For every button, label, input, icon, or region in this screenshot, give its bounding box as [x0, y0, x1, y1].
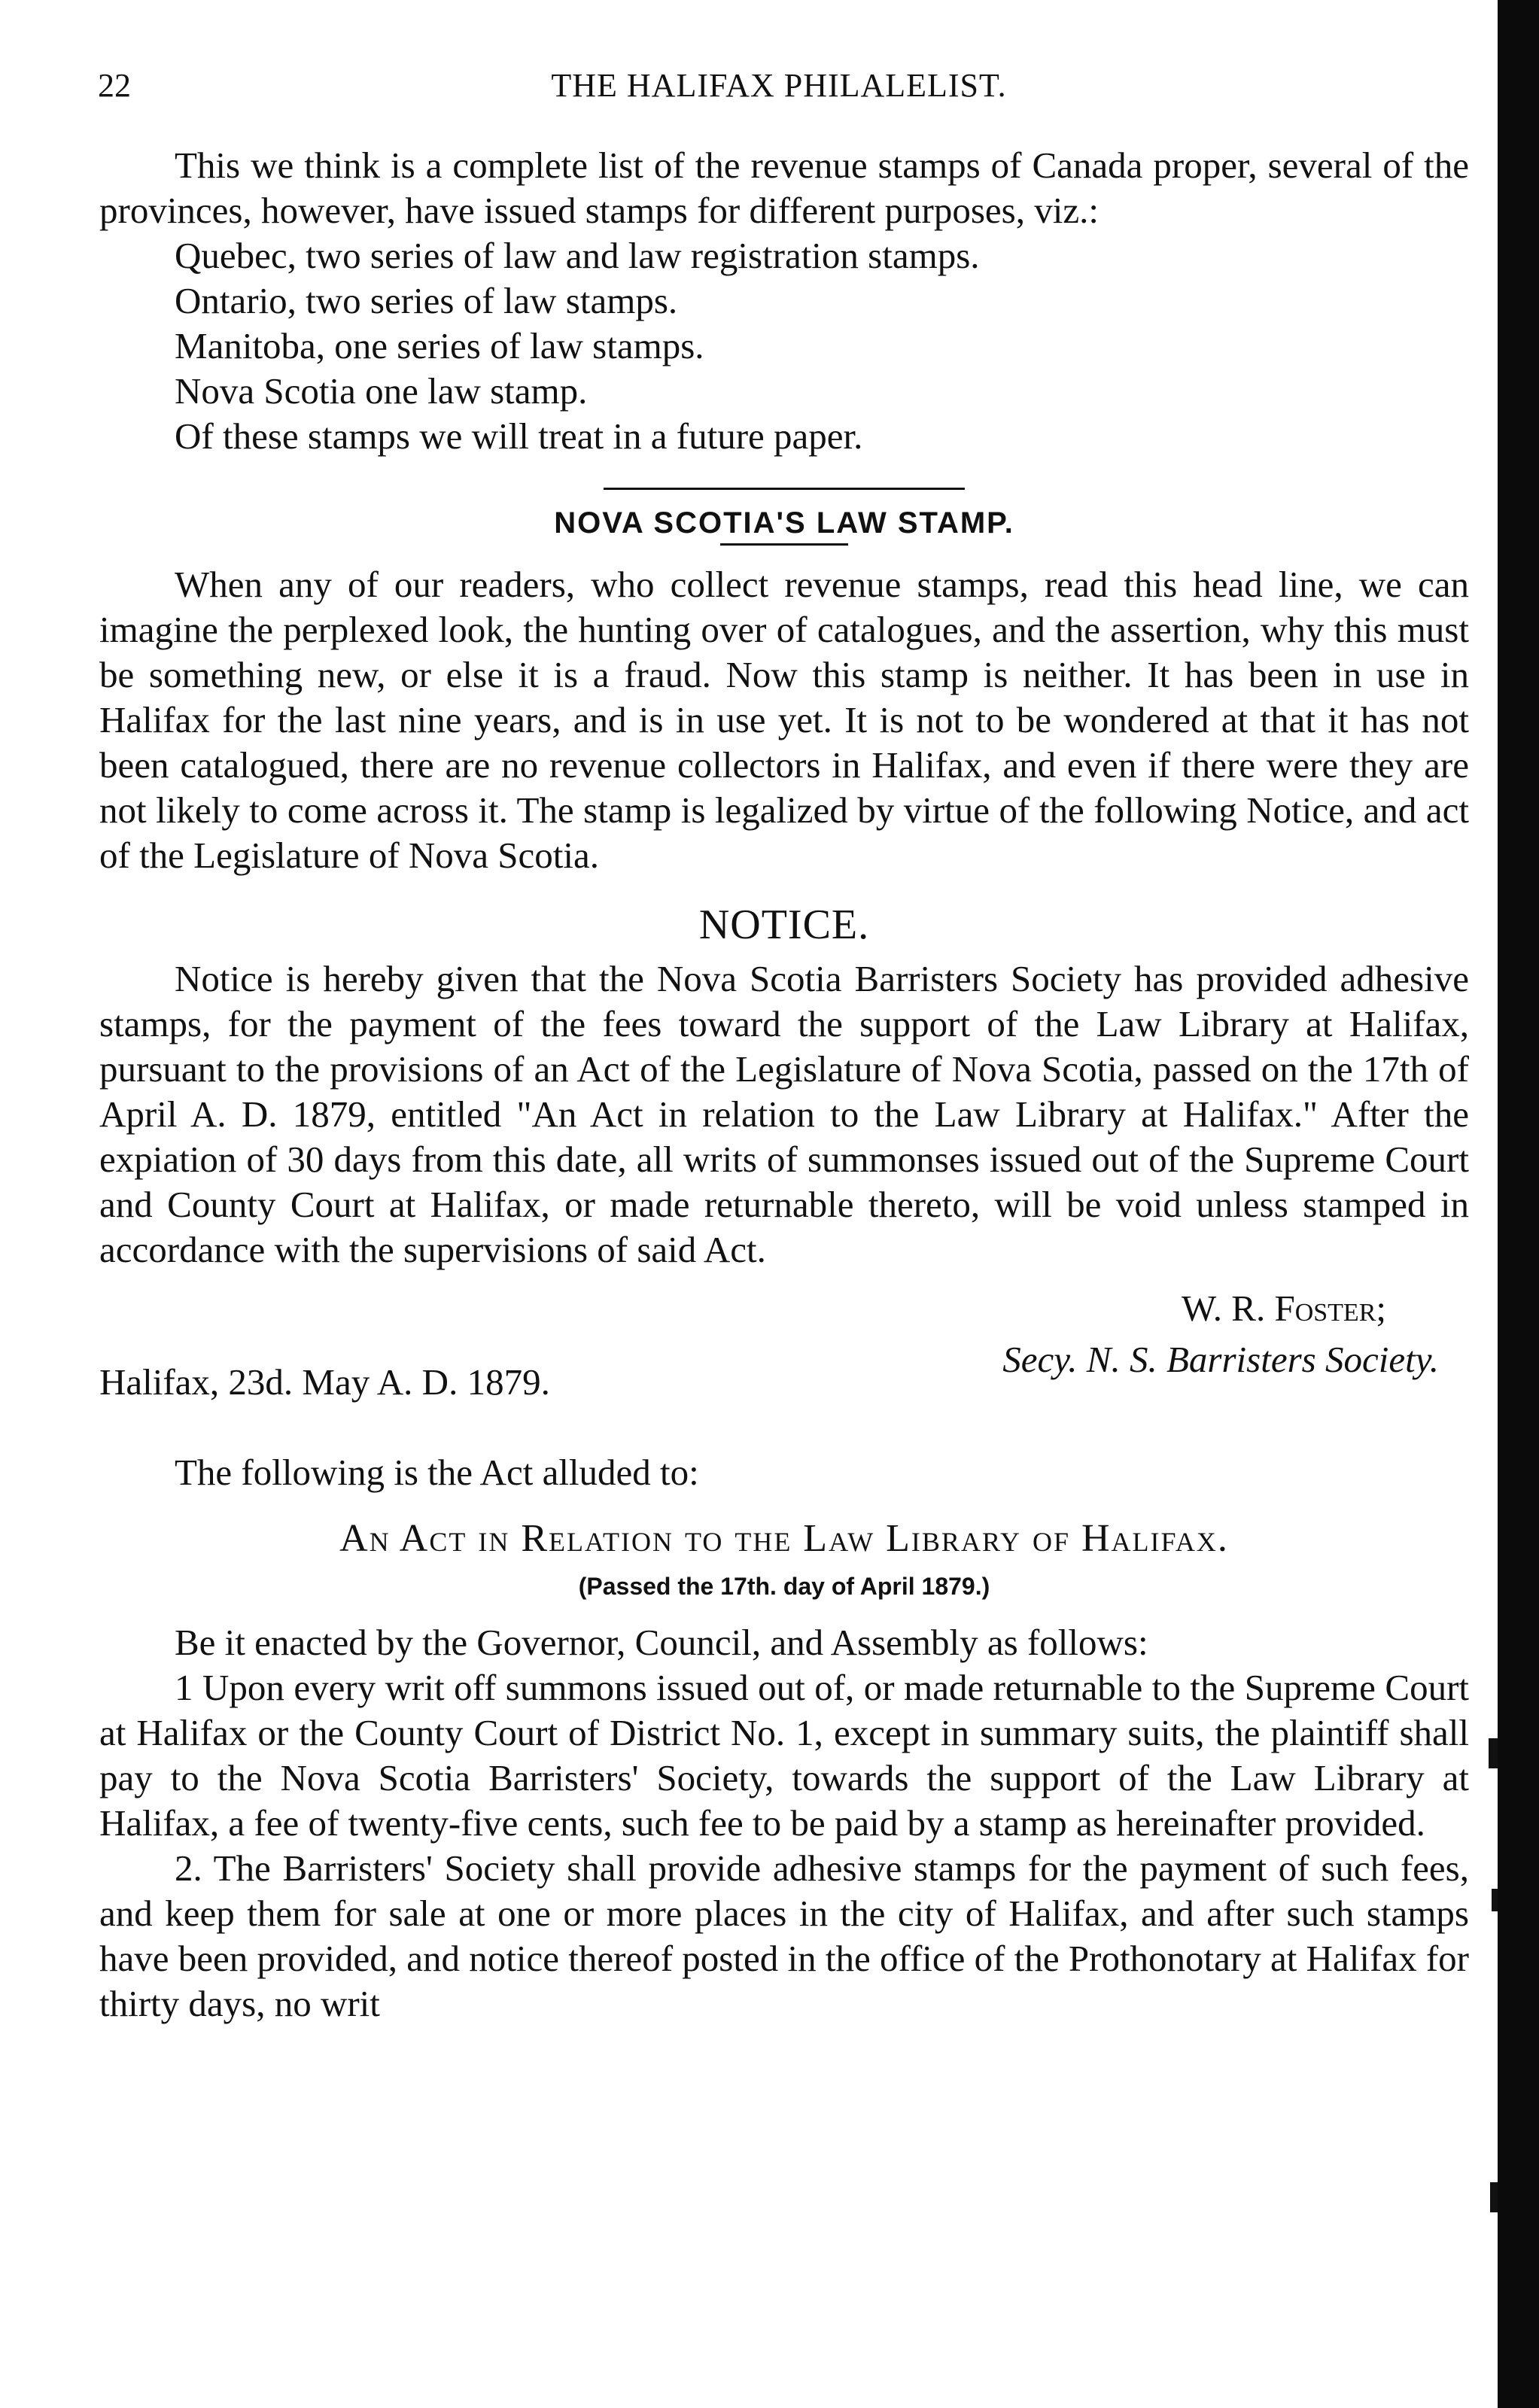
scan-mark [1490, 2182, 1498, 2212]
page-number: 22 [98, 67, 131, 104]
notice-heading: NOTICE. [698, 901, 870, 948]
section-paragraph: When any of our readers, who collect revenue stamps, read this head line, we can imagine the perplexed look, the hunting over of catalogues, and the assertion, why this must be something new, or else it is a fraud. Now this stamp is neither. It has been in use in Halifax for the last nine years, and is in use yet. It is not to be wondered at that it has not been catalogued, there are no revenue collectors in Halifax, and even if there were they are not likely to come across it. The stamp is legalized by virtue of the following Notice, and act of the Legislature of Nova Scotia. [99, 564, 1469, 876]
scan-edge-band [1498, 0, 1539, 2408]
intro-paragraph: This we think is a complete list of the revenue stamps of Canada proper, several of the provinces, however, have issued stamps for different purposes, viz.: [99, 144, 1469, 231]
province-item-quebec: Quebec, two series of law and law registration stamps. [175, 235, 980, 276]
province-item-ontario: Ontario, two series of law stamps. [175, 280, 678, 321]
ornamental-divider [99, 473, 1469, 500]
act-clause-2: 2. The Barristers' Society shall provide adhesive stamps for the payment of such fees, and keep them for sale at one or more places in the city of Halifax, and after such stamps have been provided, and notice thereof posted in the office of the Prothonotary at Halifax for thirty days, no writ [99, 1847, 1469, 2024]
future-paper-line: Of these stamps we will treat in a future paper. [175, 415, 863, 457]
act-title: An Act in Relation to the Law Library of Halifax. [339, 1517, 1229, 1560]
signature-title: Secy. N. S. Barristers Society. [1002, 1339, 1439, 1380]
signature-name: W. R. Foster; [1182, 1288, 1386, 1329]
province-item-nova-scotia: Nova Scotia one law stamp. [175, 370, 588, 412]
scan-mark [1489, 1738, 1498, 1768]
section-heading: NOVA SCOTIA'S LAW STAMP. [554, 506, 1014, 540]
enacting-clause: Be it enacted by the Governor, Council, and Assembly as follows: [175, 1622, 1148, 1663]
scan-mark [1492, 1889, 1498, 1911]
running-title: THE HALIFAX PHILALELIST. [551, 67, 1007, 104]
act-clause-1: 1 Upon every writ off summons issued out of, or made returnable to the Supreme Court at Halifax or the County Court of District No. 1, except in summary suits, the plaintiff shall pay to the Nova Scotia Barristers' Society, towards the support of the Law Library at Halifax, a fee of twenty-five cents, such fee to be paid by a stamp as hereinafter provided. [99, 1667, 1469, 1844]
section-rule [720, 543, 848, 546]
page-body [99, 143, 1469, 2026]
act-lead: The following is the Act alluded to: [175, 1452, 699, 1493]
notice-paragraph: Notice is hereby given that the Nova Scotia Barristers Society has provided adhesive stamps, for the payment of the fees toward the support of the Law Library at Halifax, pursuant to the provisions of an Act of the Legislature of Nova Scotia, passed on the 17th of April A. D. 1879, entitled "An Act in relation to the Law Library at Halifax." After the expiation of 30 days from this date, all writs of summonses issued out of the Supreme Court and County Court at Halifax, or made returnable thereto, will be void unless stamped in accordance with the supervisions of said Act. [99, 958, 1469, 1270]
province-item-manitoba: Manitoba, one series of law stamps. [175, 325, 704, 366]
notice-date: Halifax, 23d. May A. D. 1879. [99, 1361, 550, 1403]
act-passed-date: (Passed the 17th. day of April 1879.) [578, 1573, 990, 1600]
page-header [98, 66, 1460, 111]
